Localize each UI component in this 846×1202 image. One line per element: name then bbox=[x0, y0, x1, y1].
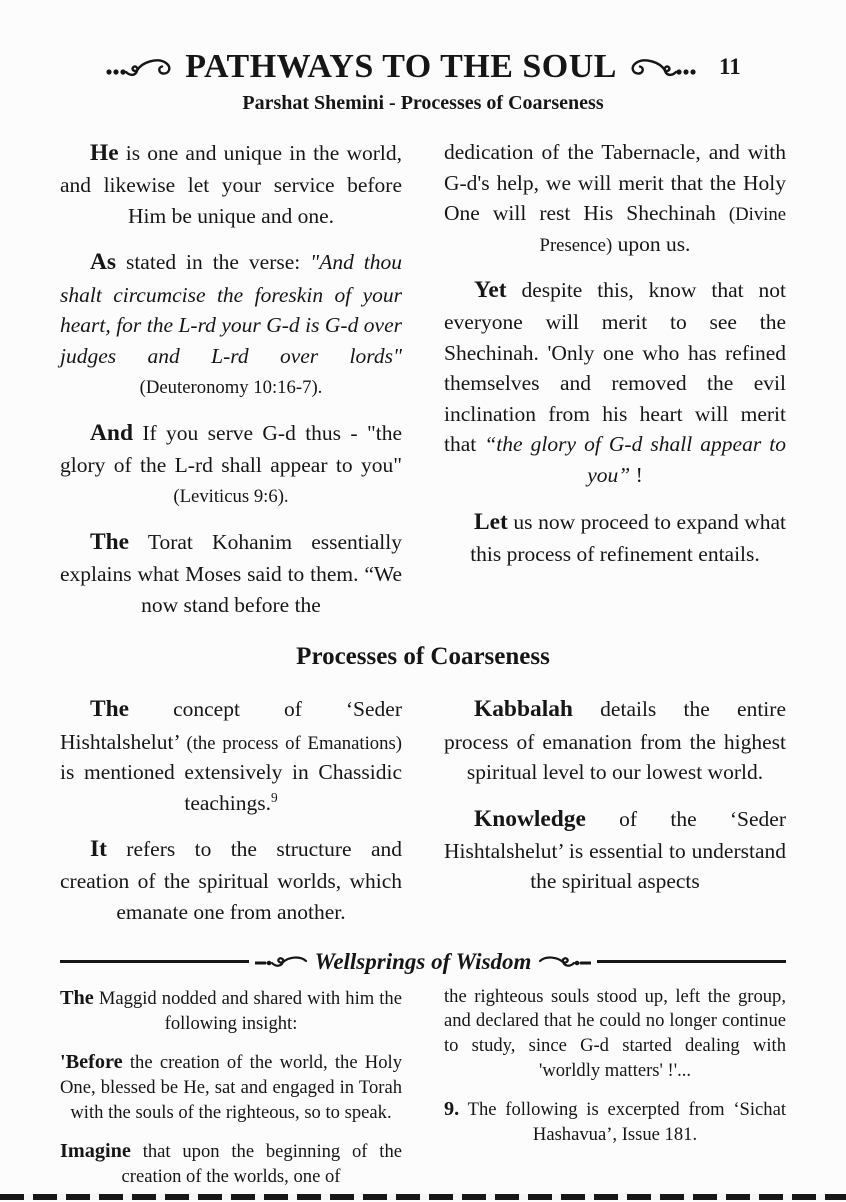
divider-flourish-left-icon bbox=[255, 952, 309, 972]
upper-columns bbox=[60, 137, 786, 635]
text-segment: (Leviticus 9:6). bbox=[173, 486, 289, 508]
wellsprings-divider bbox=[60, 949, 786, 975]
text-segment: of the ‘Seder Hishtalshelut’ is essential to understand the spiritual aspects bbox=[444, 806, 786, 894]
text-segment: 9 bbox=[270, 789, 278, 805]
paragraph bbox=[444, 274, 786, 490]
page-title: PATHWAYS TO THE SOUL bbox=[185, 48, 617, 85]
divider-flourish-right-icon bbox=[537, 952, 591, 972]
text-segment: stated in the verse: bbox=[116, 250, 311, 275]
text-segment: 9. bbox=[444, 1098, 460, 1121]
text-segment: Maggid nodded and shared with him the following insight: bbox=[93, 987, 402, 1034]
flourish-right-icon bbox=[627, 53, 697, 81]
text-segment: He bbox=[90, 140, 119, 166]
text-segment: despite this, know that not everyone will merit to see the Shechinah. 'Only one who has refined themselves and removed the evil inclination from his heart will merit that bbox=[444, 278, 786, 457]
upper-right-column bbox=[444, 137, 786, 635]
text-segment: the righteous souls stood up, left the group, and declared that he could no longer continue to study, since G-d started dealing with 'worldly matters' !'... bbox=[444, 985, 786, 1082]
text-segment: us now proceed to expand what this process of refinement entails. bbox=[470, 509, 786, 566]
text-segment: Let bbox=[474, 508, 508, 535]
page-number: 11 bbox=[718, 54, 741, 79]
paragraph bbox=[444, 1096, 786, 1148]
text-segment: Kabbalah bbox=[474, 696, 573, 723]
text-segment: dedication of the Tabernacle, and with G-d's help, we will merit that the Holy One will rest His Shechinah bbox=[444, 140, 786, 226]
divider-rule-left bbox=[60, 960, 249, 963]
text-segment: Knowledge bbox=[474, 805, 586, 832]
paragraph bbox=[60, 985, 402, 1037]
paragraph bbox=[60, 1138, 402, 1190]
text-segment: (the process of Emanations) bbox=[186, 732, 402, 754]
paragraph bbox=[444, 693, 786, 787]
text-segment: The bbox=[90, 696, 130, 723]
lower-columns bbox=[60, 693, 786, 942]
paragraph bbox=[60, 693, 402, 818]
lower-left-column bbox=[60, 693, 402, 942]
paragraph bbox=[60, 526, 402, 620]
wisdom-left-column bbox=[60, 985, 402, 1202]
text-segment: (Divine Presence) bbox=[539, 204, 786, 256]
text-segment: is one and unique in the world, and likewise let your service before Him be unique and one. bbox=[60, 141, 402, 228]
page-subtitle: Parshat Shemini - Processes of Coarseness bbox=[242, 92, 604, 114]
text-segment: concept of ‘Seder Hishtalshelut’ bbox=[60, 697, 402, 754]
paragraph bbox=[60, 137, 402, 231]
text-segment: Imagine bbox=[60, 1139, 131, 1162]
text-segment: It bbox=[90, 836, 107, 863]
paragraph bbox=[60, 246, 402, 401]
text-segment: As bbox=[90, 249, 117, 276]
divider-rule-right bbox=[597, 960, 786, 963]
paragraph bbox=[444, 506, 786, 570]
scan-edge-strip bbox=[0, 1194, 846, 1200]
text-segment: is mentioned extensively in Chassidic teachings. bbox=[60, 760, 402, 815]
text-segment: that upon the beginning of the creation of the worlds, one of bbox=[121, 1140, 402, 1187]
text-segment: (Deuteronomy 10:16-7). bbox=[139, 377, 323, 399]
lower-right-column bbox=[444, 693, 786, 942]
section-heading: Processes of Coarseness bbox=[296, 643, 550, 671]
text-segment: Torat Kohanim essentially explains what Moses said to them. “We now stand before the bbox=[60, 530, 402, 617]
text-segment: The bbox=[90, 529, 130, 556]
text-segment: "And thou shalt circumcise the foreskin of your heart, for the L-rd your G-d is G-d over judges and L-rd over lords" bbox=[60, 250, 402, 368]
text-segment: If you serve G-d thus - "the glory of the L-rd shall appear to you" bbox=[60, 420, 402, 477]
paragraph bbox=[444, 803, 786, 897]
text-segment: 'Before bbox=[60, 1050, 123, 1073]
paragraph bbox=[60, 833, 402, 927]
divider-center bbox=[255, 949, 592, 975]
divider-title: Wellsprings of Wisdom bbox=[314, 948, 532, 974]
paragraph bbox=[60, 1049, 402, 1126]
text-segment: upon us. bbox=[612, 231, 691, 256]
text-segment: ! bbox=[630, 462, 643, 487]
text-segment: “the glory of G-d shall appear to you” bbox=[484, 432, 786, 487]
text-segment: The following is excerpted from ‘Sichat Hashavua’, Issue 181. bbox=[459, 1099, 786, 1146]
text-segment: The bbox=[60, 986, 94, 1009]
page-header bbox=[60, 48, 786, 86]
wisdom-right-column bbox=[444, 985, 786, 1202]
text-segment: Yet bbox=[474, 277, 507, 304]
text-segment: details the entire process of emanation from the highest spiritual level to our lowest world. bbox=[444, 697, 786, 785]
wisdom-columns bbox=[60, 985, 786, 1202]
text-segment: refers to the structure and creation of the spiritual worlds, which emanate one from another. bbox=[60, 837, 402, 924]
upper-left-column bbox=[60, 137, 402, 635]
text-segment: And bbox=[90, 419, 133, 446]
paragraph bbox=[60, 417, 402, 511]
flourish-left-icon bbox=[105, 53, 175, 81]
text-segment: the creation of the world, the Holy One, blessed be He, sat and engaged in Torah with the souls of the righteous, so to speak. bbox=[60, 1051, 402, 1123]
paragraph bbox=[444, 985, 786, 1085]
paragraph bbox=[444, 137, 786, 259]
